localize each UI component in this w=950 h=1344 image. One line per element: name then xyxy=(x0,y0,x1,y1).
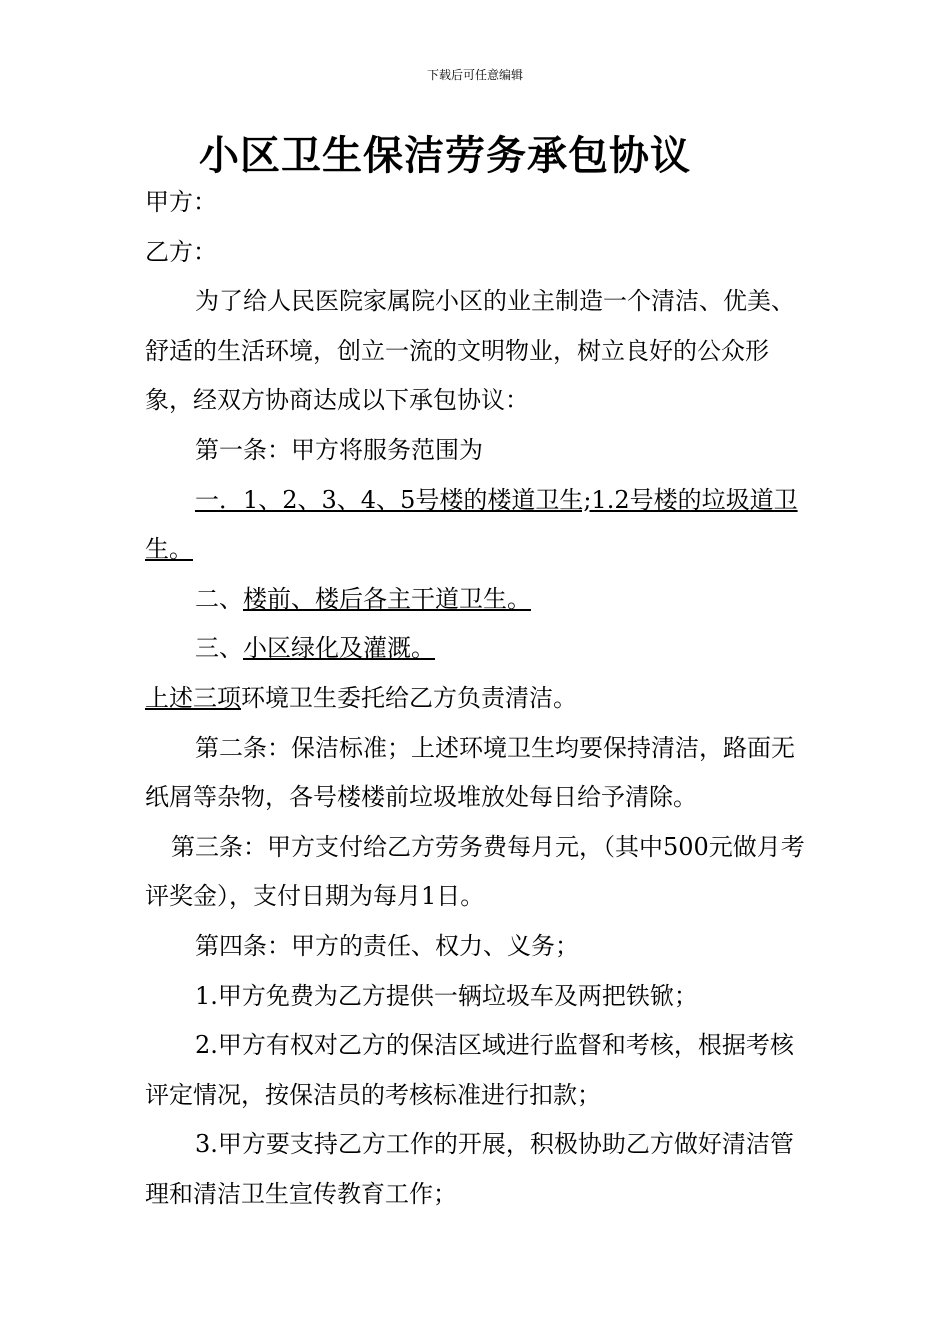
scope-summary-underlined: 上述三项 xyxy=(145,683,241,712)
article-4-item-1: 1.甲方免费为乙方提供一辆垃圾车及两把铁锨； xyxy=(195,981,698,1010)
scope-item-3 xyxy=(145,624,809,674)
document-body xyxy=(145,178,809,1219)
article-4-item-3: 3.甲方要支持乙方工作的开展，积极协助乙方做好清洁管理和清洁卫生宣传教育工作； xyxy=(145,1130,794,1208)
party-a-label: 甲方： xyxy=(145,188,217,216)
scope-item-2 xyxy=(145,575,809,625)
scope-item-3-text: 小区绿化及灌溉。 xyxy=(243,634,435,663)
scope-item-3-prefix: 三、 xyxy=(195,634,243,663)
document-title: 小区卫生保洁劳务承包协议 xyxy=(199,132,691,179)
article-1: 第一条：甲方将服务范围为 xyxy=(195,435,483,464)
intro-paragraph: 为了给人民医院家属院小区的业主制造一个清洁、优美、舒适的生活环境，创立一流的文明物业，树立良好的公众形象，经双方协商达成以下承包协议： xyxy=(145,287,795,415)
header-note: 下载后可任意编辑 xyxy=(426,68,523,82)
scope-item-1: 一．1、2、3、4、5号楼的楼道卫生;1.2号楼的垃圾道卫生。 xyxy=(145,485,798,564)
article-3: 第三条：甲方支付给乙方劳务费每月元，（其中500元做月考评奖金），支付日期为每月1日。 xyxy=(145,832,805,911)
scope-item-2-text: 楼前、楼后各主干道卫生。 xyxy=(243,584,531,613)
scope-summary xyxy=(145,674,809,724)
article-4-item-2: 2.甲方有权对乙方的保洁区域进行监督和考核，根据考核评定情况，按保洁员的考核标准进行扣款； xyxy=(145,1031,794,1109)
article-2: 第二条：保洁标准；上述环境卫生均要保持清洁，路面无纸屑等杂物，各号楼楼前垃圾堆放处每日给予清除。 xyxy=(145,733,795,812)
scope-item-2-prefix: 二、 xyxy=(195,584,243,613)
scope-summary-rest: 环境卫生委托给乙方负责清洁。 xyxy=(241,683,577,712)
party-b-label: 乙方： xyxy=(145,237,217,266)
article-4: 第四条：甲方的责任、权力、义务； xyxy=(195,931,579,960)
